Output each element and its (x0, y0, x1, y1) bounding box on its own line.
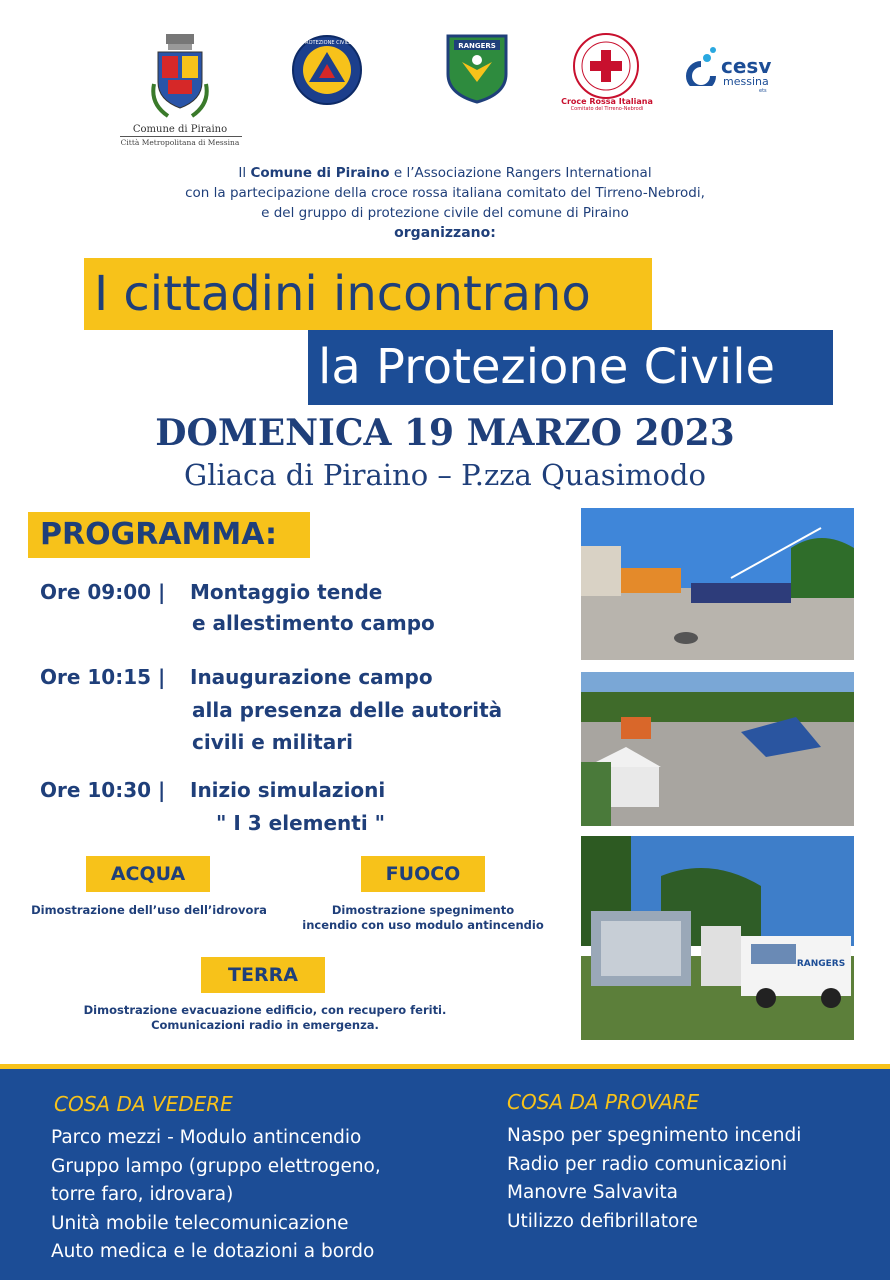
terra-desc-line: Dimostrazione evacuazione edificio, con recupero feriti. (83, 1003, 447, 1017)
cosa-da-provare-heading: COSA DA PROVARE (507, 1090, 700, 1114)
intro-line-1-bold: Comune di Piraino (250, 165, 390, 181)
photo-rangers-vehicle (581, 836, 854, 1040)
fuoco-desc-line: Dimostrazione spegnimento (331, 903, 515, 917)
list-item: Parco mezzi - Modulo antincendio (51, 1127, 362, 1148)
comune-piraino-crest-logo (150, 34, 210, 122)
cosa-da-vedere-heading: COSA DA VEDERE (54, 1092, 233, 1116)
comune-sub-text: Città Metropolitana di Messina (120, 138, 240, 147)
fuoco-description (282, 903, 564, 933)
program-line: Inaugurazione campo (190, 665, 433, 689)
program-time: Ore 09:00 | (40, 580, 166, 604)
photo-camp-square (581, 508, 854, 660)
protezione-civile-logo (291, 34, 363, 106)
acqua-label: ACQUA (86, 856, 210, 892)
terra-label: TERRA (201, 957, 325, 993)
intro-text (0, 163, 890, 223)
photo-camp-tents (581, 672, 854, 826)
program-line: e allestimento campo (192, 611, 435, 635)
divider (120, 136, 242, 137)
title-line-1: I cittadini incontrano (94, 266, 591, 322)
list-item: Radio per radio comunicazioni (507, 1153, 788, 1175)
intro-line-3: e del gruppo di protezione civile del comune di Piraino (261, 205, 629, 221)
cesv-ets: ets (759, 88, 767, 94)
cosa-da-vedere-list (51, 1124, 381, 1267)
cosa-da-provare-list (507, 1122, 801, 1236)
cesv-sub: messina (723, 75, 769, 88)
acqua-description: Dimostrazione dell’uso dell’idrovora (31, 903, 267, 917)
list-item: Gruppo lampo (gruppo elettrogeno, (51, 1155, 381, 1177)
program-line: Montaggio tende (190, 580, 383, 604)
intro-line-1-post: e l’Associazione Rangers International (389, 165, 652, 181)
event-date: DOMENICA 19 MARZO 2023 (155, 412, 735, 454)
croce-rossa-sub-text: Comitato del Tirreno-Nebrodi (570, 106, 644, 112)
program-time: Ore 10:15 | (40, 665, 166, 689)
rangers-logo-text: RANGERS (458, 42, 496, 50)
list-item: Manovre Salvavita (507, 1182, 678, 1203)
program-line: civili e militari (192, 730, 353, 754)
croce-rossa-logo (570, 32, 642, 104)
intro-line-1 (0, 163, 890, 183)
list-item: torre faro, idrovara) (51, 1184, 234, 1205)
program-line: alla presenza delle autorità (192, 698, 503, 722)
intro-line-1-pre: Il (238, 165, 251, 181)
fuoco-desc-line: incendio con uso modulo antincendio (302, 918, 544, 932)
programma-heading: PROGRAMMA: (40, 517, 278, 552)
program-line: Inizio simulazioni (190, 778, 386, 802)
terra-desc-line: Comunicazioni radio in emergenza. (151, 1018, 379, 1032)
cesv-name: cesv (721, 54, 772, 78)
list-item: Auto medica e le dotazioni a bordo (51, 1241, 375, 1262)
pc-logo-text: PROTEZIONE CIVILE (302, 40, 352, 46)
rangers-international-logo (444, 32, 510, 104)
program-line: " I 3 elementi " (216, 811, 386, 835)
organizzano-text: organizzano: (394, 225, 496, 241)
title-line-2: la Protezione Civile (318, 339, 776, 395)
cesv-bubble-icon (683, 44, 721, 86)
terra-description (40, 1003, 490, 1033)
program-time: Ore 10:30 | (40, 778, 166, 802)
event-place: Gliaca di Piraino – P.zza Quasimodo (184, 458, 706, 492)
cesv-logo (683, 44, 783, 94)
intro-line-2: con la partecipazione della croce rossa italiana comitato del Tirreno-Nebrodi, (185, 185, 705, 201)
list-item: Naspo per spegnimento incendi (507, 1125, 802, 1146)
croce-rossa-text: Croce Rossa Italiana (561, 97, 653, 106)
van-rangers-text: RANGERS (796, 959, 846, 969)
footer (0, 1069, 890, 1280)
fuoco-label: FUOCO (361, 856, 485, 892)
list-item: Unità mobile telecomunicazione (51, 1212, 349, 1234)
list-item: Utilizzo defibrillatore (507, 1210, 698, 1232)
comune-name-text: Comune di Piraino (132, 124, 228, 135)
